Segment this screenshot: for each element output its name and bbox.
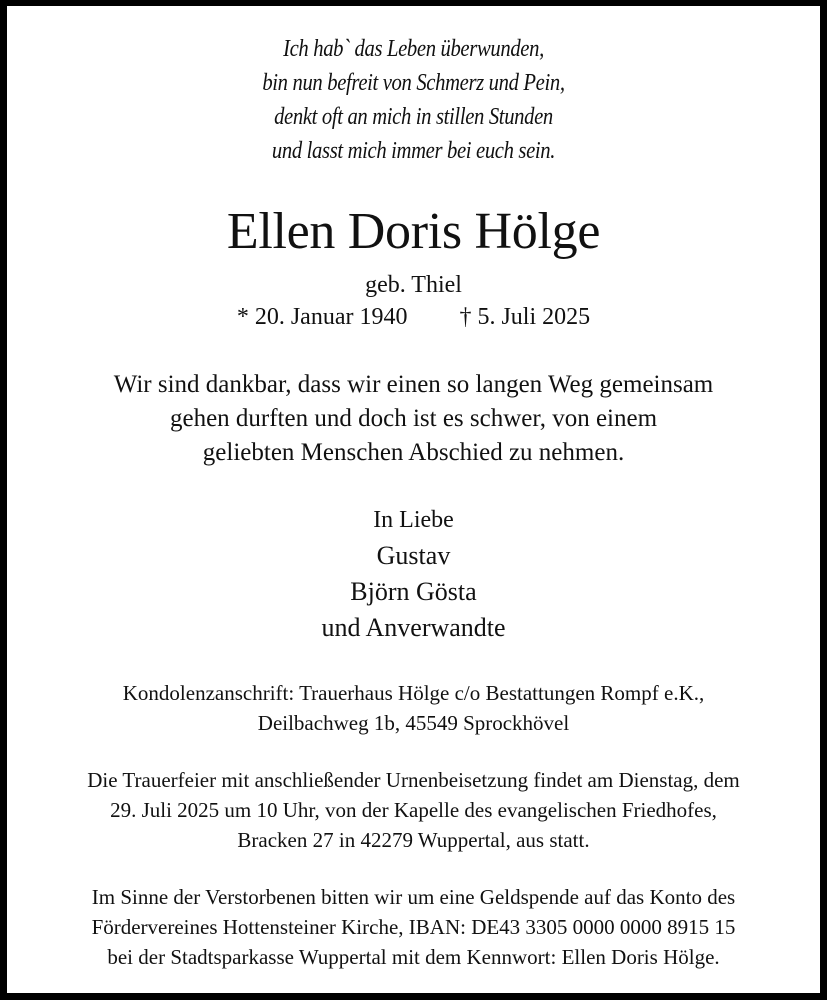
deceased-name: Ellen Doris Hölge xyxy=(226,203,601,260)
death-date: 5. Juli 2025 xyxy=(477,304,591,330)
cross-icon: † xyxy=(459,304,472,330)
mourners-intro: In Liebe xyxy=(373,507,454,533)
verse-line: denkt oft an mich in stillen Stunden xyxy=(274,104,553,130)
gratitude-line: gehen durften und doch ist es schwer, von einem xyxy=(169,405,658,432)
donation-line: bei der Stadtsparkasse Wuppertal mit dem Kennwort: Ellen Doris Hölge. xyxy=(107,945,720,969)
birth-symbol-icon: * xyxy=(236,304,249,330)
ceremony-line: Die Trauerfeier mit anschließender Urnenbeisetzung findet am Dienstag, dem xyxy=(87,768,740,792)
mourner-name: Gustav xyxy=(376,541,451,570)
verse-line: bin nun befreit von Schmerz und Pein, xyxy=(262,70,565,96)
mourner-name: und Anverwandte xyxy=(321,613,506,642)
gratitude-line: Wir sind dankbar, dass wir einen so langen Weg gemeinsam xyxy=(113,371,714,398)
ceremony-line: Bracken 27 in 42279 Wuppertal, aus statt. xyxy=(237,828,590,852)
mourners-list xyxy=(7,502,820,646)
verse-line: Ich hab` das Leben überwunden, xyxy=(283,36,544,62)
donation-line: Im Sinne der Verstorbenen bitten wir um eine Geldspende auf das Konto des xyxy=(91,885,736,909)
mourner-name: Björn Gösta xyxy=(350,577,477,606)
condolence-line: Kondolenzanschrift: Trauerhaus Hölge c/o Bestattungen Rompf e.K., xyxy=(122,681,705,705)
life-dates xyxy=(7,302,820,332)
donation-request xyxy=(7,882,820,972)
funeral-ceremony-info xyxy=(7,765,820,855)
condolence-line: Deilbachweg 1b, 45549 Sprockhövel xyxy=(257,711,570,735)
birth-date: 20. Januar 1940 xyxy=(254,304,408,330)
ceremony-line: 29. Juli 2025 um 10 Uhr, von der Kapelle des evangelischen Friedhofes, xyxy=(110,798,717,822)
memorial-verse xyxy=(7,32,820,168)
verse-line: und lasst mich immer bei euch sein. xyxy=(271,138,556,164)
condolence-address xyxy=(7,678,820,738)
maiden-name: geb. Thiel xyxy=(365,272,462,298)
gratitude-text xyxy=(7,368,820,470)
gratitude-line: geliebten Menschen Abschied zu nehmen. xyxy=(202,439,625,466)
donation-line: Fördervereines Hottensteiner Kirche, IBAN: DE43 3305 0000 0000 8915 15 xyxy=(91,915,736,939)
